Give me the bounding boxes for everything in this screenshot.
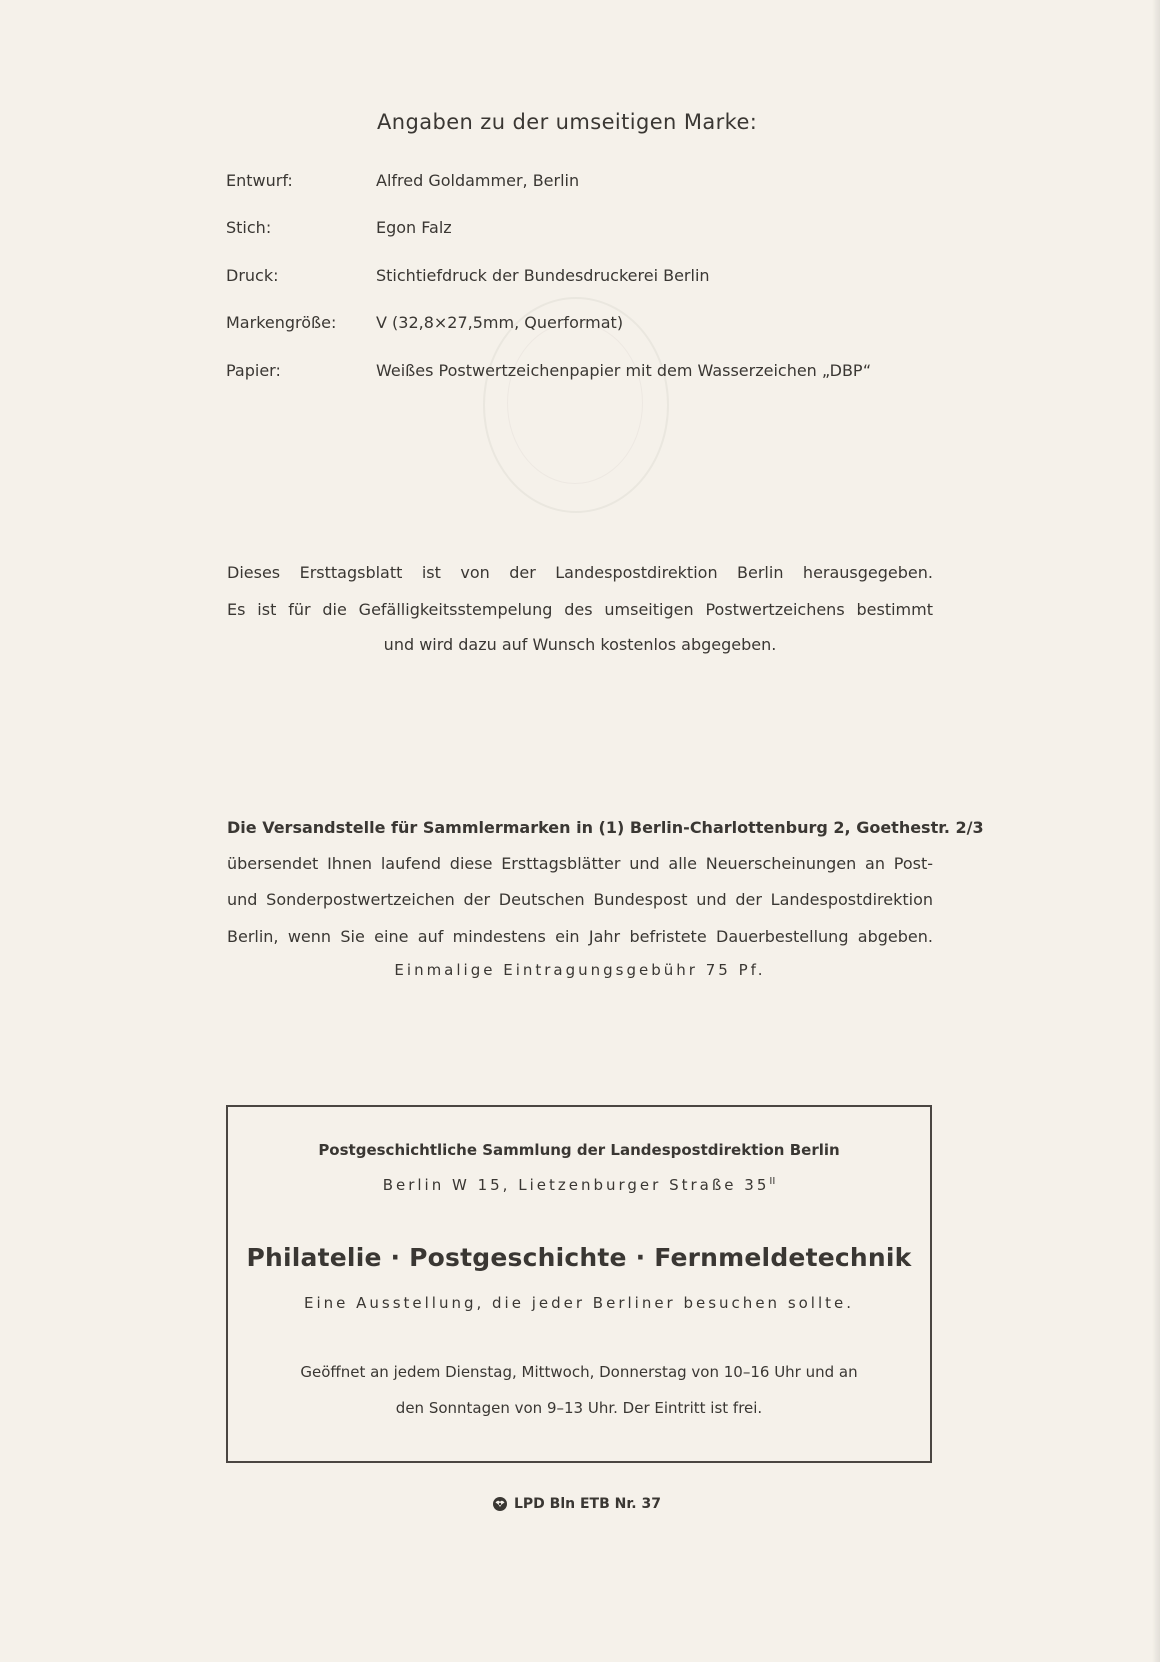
museum-info-box	[226, 1105, 932, 1463]
versandstelle-line-3: und Sonderpostwertzeichen der Deutschen Bundespost und der Landespostdirektion	[227, 890, 933, 909]
museum-topics: Philatelie · Postgeschichte · Fernmeldetechnik	[246, 1243, 912, 1272]
versandstelle-line-4: Berlin, wenn Sie eine auf mindestens ein Jahr befristete Dauerbestellung abgeben.	[227, 927, 933, 946]
page-title: Angaben zu der umseitigen Marke:	[377, 110, 758, 134]
spec-label: Markengröße:	[226, 313, 337, 332]
versandstelle-heading: Die Versandstelle für Sammlermarken in (1) Berlin-Charlottenburg 2, Goethestr. 2/3	[227, 818, 984, 837]
faint-postmark-inner-ring	[507, 322, 643, 484]
address-floor: II	[769, 1176, 776, 1187]
spec-label: Entwurf:	[226, 171, 293, 190]
ersttagsblatt-line-2: Es ist für die Gefälligkeitsstempelung des umseitigen Postwertzeichens bestimmt	[227, 600, 933, 619]
museum-name: Postgeschichtliche Sammlung der Landespostdirektion Berlin	[318, 1141, 840, 1159]
spec-row-papier	[226, 361, 966, 385]
museum-address-line	[228, 1176, 930, 1194]
opening-hours-line-2: den Sonntagen von 9–13 Uhr. Der Eintritt ist frei.	[395, 1399, 763, 1417]
registration-fee: Einmalige Eintragungsgebühr 75 Pf.	[394, 961, 766, 979]
spec-label: Stich:	[226, 218, 272, 237]
spec-row-druck	[226, 266, 966, 290]
spec-value: V (32,8×27,5mm, Querformat)	[376, 313, 624, 332]
spec-row-markengroesse	[226, 313, 966, 337]
museum-tagline: Eine Ausstellung, die jeder Berliner besuchen sollte.	[303, 1294, 855, 1312]
spec-row-stich	[226, 218, 966, 242]
ersttagsblatt-line-3: und wird dazu auf Wunsch kostenlos abgegeben.	[383, 635, 777, 654]
museum-address: Berlin W 15, Lietzenburger Straße 35	[382, 1176, 770, 1194]
spec-row-entwurf	[226, 171, 966, 195]
spec-value: Weißes Postwertzeichenpapier mit dem Wasserzeichen „DBP“	[376, 361, 872, 380]
ersttagsblatt-line-1: Dieses Ersttagsblatt ist von der Landespostdirektion Berlin herausgegeben.	[227, 563, 933, 582]
post-emblem-icon	[492, 1496, 508, 1512]
footer-imprint	[492, 1496, 661, 1512]
spec-value: Alfred Goldammer, Berlin	[376, 171, 580, 190]
page-bottom-edge	[0, 1662, 1170, 1670]
imprint-code: LPD Bln ETB Nr. 37	[514, 1496, 661, 1512]
spec-label: Papier:	[226, 361, 281, 380]
opening-hours-line-1: Geöffnet an jedem Dienstag, Mittwoch, Donnerstag von 10–16 Uhr und an	[300, 1363, 858, 1381]
spec-value: Egon Falz	[376, 218, 452, 237]
spec-value: Stichtiefdruck der Bundesdruckerei Berlin	[376, 266, 710, 285]
versandstelle-line-2: übersendet Ihnen laufend diese Ersttagsblätter und alle Neuerscheinungen an Post-	[227, 854, 933, 873]
spec-label: Druck:	[226, 266, 279, 285]
